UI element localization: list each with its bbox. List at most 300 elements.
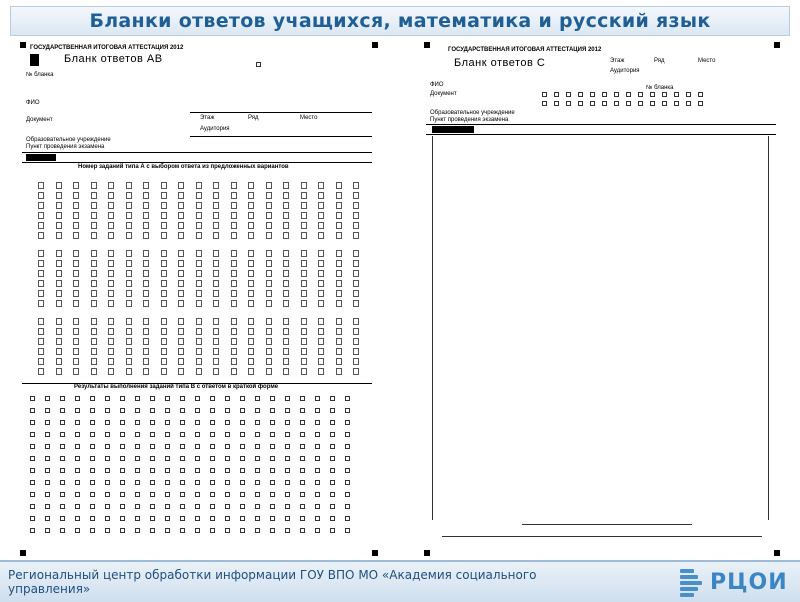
- corner-marker: [774, 550, 780, 556]
- answer-cell: [353, 222, 359, 229]
- answer-cell: [266, 338, 272, 345]
- answer-cell: [353, 212, 359, 219]
- answer-cell: [240, 456, 245, 461]
- answer-cell: [161, 290, 167, 297]
- answer-cell: [285, 396, 290, 401]
- answer-cell: [345, 504, 350, 509]
- answer-cell: [60, 528, 65, 533]
- answer-cell: [150, 504, 155, 509]
- answer-cell: [300, 456, 305, 461]
- answer-cell: [38, 222, 44, 229]
- answer-cell: [126, 222, 132, 229]
- answer-cell: [161, 202, 167, 209]
- answer-cell: [150, 420, 155, 425]
- answer-cell: [30, 444, 35, 449]
- document-label: Документ: [26, 117, 53, 123]
- answer-cell: [90, 504, 95, 509]
- answer-cell: [225, 456, 230, 461]
- answer-cell: [108, 328, 114, 335]
- answer-cell: [602, 101, 607, 106]
- answer-cell: [180, 432, 185, 437]
- answer-cell: [330, 504, 335, 509]
- answer-cell: [353, 232, 359, 239]
- seat-label: Место: [300, 115, 318, 121]
- answer-cell: [270, 420, 275, 425]
- answer-cell: [126, 192, 132, 199]
- answer-cell: [240, 444, 245, 449]
- answer-cell: [143, 280, 149, 287]
- corner-marker: [424, 42, 430, 48]
- part-b-header: Результаты выполнения заданий типа В с ответом в краткой форме: [74, 384, 279, 390]
- answer-cell: [266, 318, 272, 325]
- answer-cell: [283, 222, 289, 229]
- answer-cell: [301, 232, 307, 239]
- answer-cell: [45, 408, 50, 413]
- answer-cell: [90, 396, 95, 401]
- answer-cell: [45, 492, 50, 497]
- answer-cell: [213, 328, 219, 335]
- answer-cell: [225, 408, 230, 413]
- answer-cell: [283, 358, 289, 365]
- answer-cell: [240, 420, 245, 425]
- answer-cell: [143, 290, 149, 297]
- answer-cell: [30, 420, 35, 425]
- answer-cell: [126, 368, 132, 375]
- answer-cell: [126, 358, 132, 365]
- answer-cell: [178, 232, 184, 239]
- answer-cell: [150, 456, 155, 461]
- answer-cell: [73, 270, 79, 277]
- answer-cell: [38, 232, 44, 239]
- answer-cell: [213, 222, 219, 229]
- answer-cell: [180, 456, 185, 461]
- answer-cell: [318, 338, 324, 345]
- answer-cell: [60, 444, 65, 449]
- answer-cell: [143, 250, 149, 257]
- answer-cell: [135, 468, 140, 473]
- answer-cell: [105, 492, 110, 497]
- institution-label: Образовательное учреждение: [26, 137, 111, 143]
- answer-cell: [120, 516, 125, 521]
- answer-cell: [143, 202, 149, 209]
- answer-cell: [266, 328, 272, 335]
- answer-cell: [108, 260, 114, 267]
- answer-cell: [90, 516, 95, 521]
- answer-cell: [178, 212, 184, 219]
- answer-cell: [248, 260, 254, 267]
- answer-cell: [91, 338, 97, 345]
- answer-cell: [178, 290, 184, 297]
- answer-cell: [285, 528, 290, 533]
- answer-cell: [266, 358, 272, 365]
- answer-cell: [91, 250, 97, 257]
- answer-cell: [210, 504, 215, 509]
- answer-cell: [248, 290, 254, 297]
- answer-cell: [45, 504, 50, 509]
- answer-cell: [330, 516, 335, 521]
- answer-cell: [195, 444, 200, 449]
- answer-cell: [108, 338, 114, 345]
- form-header-caption: ГОСУДАРСТВЕННАЯ ИТОГОВАЯ АТТЕСТАЦИЯ 2012: [30, 45, 184, 51]
- answer-cell: [626, 92, 631, 97]
- answer-cell: [255, 420, 260, 425]
- answer-cell: [90, 420, 95, 425]
- answer-cell: [105, 504, 110, 509]
- corner-marker: [372, 550, 378, 556]
- answer-cell: [225, 516, 230, 521]
- answer-cell: [126, 318, 132, 325]
- answer-cell: [315, 420, 320, 425]
- answer-cell: [38, 270, 44, 277]
- answer-cell: [56, 192, 62, 199]
- answer-cell: [196, 328, 202, 335]
- answer-cell: [56, 232, 62, 239]
- answer-cell: [554, 92, 559, 97]
- answer-cell: [90, 492, 95, 497]
- answer-cell: [300, 504, 305, 509]
- answer-cell: [318, 212, 324, 219]
- answer-cell: [38, 250, 44, 257]
- answer-cell: [105, 396, 110, 401]
- answer-cell: [285, 408, 290, 413]
- answer-cell: [38, 318, 44, 325]
- answer-cell: [91, 182, 97, 189]
- answer-cell: [56, 202, 62, 209]
- answer-cell: [196, 212, 202, 219]
- answer-cell: [225, 396, 230, 401]
- answer-cell: [255, 468, 260, 473]
- answer-cell: [178, 250, 184, 257]
- answer-cell: [318, 300, 324, 307]
- answer-cell: [210, 528, 215, 533]
- answer-cell: [283, 368, 289, 375]
- answer-cell: [283, 338, 289, 345]
- answer-cell: [345, 468, 350, 473]
- answer-cell: [283, 212, 289, 219]
- answer-cell: [614, 101, 619, 106]
- answer-cell: [73, 212, 79, 219]
- answer-cell: [126, 300, 132, 307]
- answer-cell: [108, 182, 114, 189]
- answer-cell: [345, 516, 350, 521]
- answer-cell: [105, 480, 110, 485]
- answer-cell: [353, 260, 359, 267]
- answer-cell: [75, 456, 80, 461]
- answer-cell: [165, 504, 170, 509]
- answer-cell: [165, 420, 170, 425]
- answer-cell: [301, 222, 307, 229]
- answer-cell: [336, 338, 342, 345]
- answer-cell: [554, 101, 559, 106]
- answer-cell: [60, 468, 65, 473]
- answer-cell: [270, 444, 275, 449]
- answer-cell: [345, 528, 350, 533]
- answer-cell: [266, 250, 272, 257]
- answer-cell: [108, 270, 114, 277]
- answer-cell: [120, 432, 125, 437]
- answer-cell: [336, 202, 342, 209]
- answer-cell: [161, 280, 167, 287]
- corner-marker: [424, 550, 430, 556]
- answer-cell: [196, 202, 202, 209]
- answer-cell: [143, 358, 149, 365]
- answer-cell: [285, 444, 290, 449]
- answer-cell: [38, 280, 44, 287]
- answer-cell: [213, 338, 219, 345]
- answer-cell: [231, 270, 237, 277]
- answer-cell: [301, 328, 307, 335]
- auditorium-label: Аудитория: [200, 126, 230, 132]
- answer-cell: [196, 338, 202, 345]
- answer-cell: [105, 408, 110, 413]
- answer-cell: [135, 528, 140, 533]
- answer-cell: [240, 492, 245, 497]
- answer-cell: [318, 270, 324, 277]
- answer-cell: [283, 318, 289, 325]
- answer-cell: [60, 480, 65, 485]
- answer-cell: [108, 368, 114, 375]
- answer-cell: [336, 328, 342, 335]
- answer-cell: [161, 212, 167, 219]
- answer-cell: [248, 212, 254, 219]
- answer-cell: [38, 202, 44, 209]
- answer-cell: [73, 368, 79, 375]
- answer-cell: [336, 368, 342, 375]
- answer-cell: [178, 348, 184, 355]
- answer-cell: [353, 368, 359, 375]
- answer-cell: [698, 101, 703, 106]
- answer-cell: [180, 408, 185, 413]
- row-label: Ряд: [654, 58, 665, 64]
- answer-cell: [662, 92, 667, 97]
- answer-cell: [73, 290, 79, 297]
- answer-cell: [240, 480, 245, 485]
- answer-cell: [75, 408, 80, 413]
- answer-cell: [301, 212, 307, 219]
- answer-cell: [231, 280, 237, 287]
- answer-cell: [196, 250, 202, 257]
- answer-cell: [196, 260, 202, 267]
- answer-cell: [178, 260, 184, 267]
- answer-cell: [336, 348, 342, 355]
- answer-cell: [225, 444, 230, 449]
- answer-cell: [135, 492, 140, 497]
- form-title: Бланк ответов АВ: [64, 53, 163, 65]
- answer-cell: [120, 492, 125, 497]
- answer-cell: [301, 348, 307, 355]
- number-label: № бланка: [646, 85, 674, 91]
- answer-cell: [73, 202, 79, 209]
- answer-cell: [213, 232, 219, 239]
- answer-cell: [180, 504, 185, 509]
- answer-cell: [542, 101, 547, 106]
- answer-cell: [266, 232, 272, 239]
- answer-cell: [240, 396, 245, 401]
- answer-cell: [330, 432, 335, 437]
- answer-cell: [315, 408, 320, 413]
- row-label: Ряд: [248, 115, 259, 121]
- answer-cell: [231, 348, 237, 355]
- answer-cell: [315, 444, 320, 449]
- answer-cell: [126, 202, 132, 209]
- answer-cell: [248, 358, 254, 365]
- answer-cell: [315, 516, 320, 521]
- answer-cell: [135, 516, 140, 521]
- answer-cell: [210, 444, 215, 449]
- answer-cell: [301, 368, 307, 375]
- answer-cell: [213, 368, 219, 375]
- answer-cell: [150, 408, 155, 413]
- answer-cell: [180, 396, 185, 401]
- answer-cell: [135, 444, 140, 449]
- answer-cell: [301, 358, 307, 365]
- answer-cell: [248, 222, 254, 229]
- answer-cell: [213, 348, 219, 355]
- answer-cell: [285, 492, 290, 497]
- answer-cell: [301, 260, 307, 267]
- answer-cell: [301, 318, 307, 325]
- answer-cell: [353, 328, 359, 335]
- answer-cell: [56, 338, 62, 345]
- answer-cell: [73, 358, 79, 365]
- answer-cell: [73, 222, 79, 229]
- answer-cell: [336, 232, 342, 239]
- answer-cell: [196, 232, 202, 239]
- answer-cell: [213, 270, 219, 277]
- answer-cell: [91, 358, 97, 365]
- answer-cell: [161, 232, 167, 239]
- answer-cell: [231, 182, 237, 189]
- answer-cell: [353, 348, 359, 355]
- answer-cell: [178, 222, 184, 229]
- answer-cell: [161, 368, 167, 375]
- answer-cell: [161, 260, 167, 267]
- answer-cell: [56, 358, 62, 365]
- answer-cell: [240, 516, 245, 521]
- seat-label: Место: [698, 58, 716, 64]
- answer-cell: [266, 192, 272, 199]
- answer-cell: [270, 396, 275, 401]
- answer-cell: [38, 212, 44, 219]
- answer-cell: [90, 480, 95, 485]
- answer-cell: [75, 432, 80, 437]
- answer-cell: [231, 202, 237, 209]
- answer-cell: [213, 182, 219, 189]
- answer-cell: [266, 212, 272, 219]
- answer-cell: [270, 480, 275, 485]
- answer-cell: [180, 468, 185, 473]
- answer-cell: [161, 358, 167, 365]
- answer-cell: [91, 328, 97, 335]
- answer-cell: [225, 504, 230, 509]
- answer-cell: [143, 192, 149, 199]
- answer-cell: [178, 318, 184, 325]
- logo-text: РЦОИ: [710, 570, 788, 595]
- answer-cell: [196, 368, 202, 375]
- answer-cell: [120, 420, 125, 425]
- answer-cell: [231, 222, 237, 229]
- answer-cell: [178, 202, 184, 209]
- answer-cell: [161, 348, 167, 355]
- answer-cell: [318, 358, 324, 365]
- answer-cell: [120, 504, 125, 509]
- answer-cell: [231, 192, 237, 199]
- answer-cell: [30, 528, 35, 533]
- answer-cell: [336, 290, 342, 297]
- answer-cell: [330, 492, 335, 497]
- answer-cell: [315, 468, 320, 473]
- answer-cell: [178, 328, 184, 335]
- answer-cell: [30, 504, 35, 509]
- answer-cell: [73, 338, 79, 345]
- answer-cell: [353, 338, 359, 345]
- answer-cell: [196, 358, 202, 365]
- answer-cell: [196, 222, 202, 229]
- answer-cell: [73, 250, 79, 257]
- answer-cell: [143, 232, 149, 239]
- answer-cell: [91, 192, 97, 199]
- answer-cell: [56, 270, 62, 277]
- answer-cell: [318, 232, 324, 239]
- answer-cell: [105, 456, 110, 461]
- answer-cell: [91, 260, 97, 267]
- answer-cell: [283, 232, 289, 239]
- answer-cell: [161, 270, 167, 277]
- answer-cell: [56, 368, 62, 375]
- answer-cell: [38, 338, 44, 345]
- answer-cell: [336, 250, 342, 257]
- answer-cell: [161, 250, 167, 257]
- answer-cell: [330, 444, 335, 449]
- answer-cell: [301, 250, 307, 257]
- answer-cell: [180, 480, 185, 485]
- answer-cell: [38, 348, 44, 355]
- answer-cell: [315, 456, 320, 461]
- answer-cell: [213, 280, 219, 287]
- answer-cell: [150, 480, 155, 485]
- answer-cell: [60, 396, 65, 401]
- answer-cell: [178, 338, 184, 345]
- answer-cell: [270, 492, 275, 497]
- answer-cell: [73, 182, 79, 189]
- answer-cell: [126, 338, 132, 345]
- answer-cell: [248, 182, 254, 189]
- answer-cell: [73, 300, 79, 307]
- answer-cell: [231, 300, 237, 307]
- answer-cell: [73, 348, 79, 355]
- fio-label: ФИО: [430, 82, 444, 88]
- answer-cell: [45, 444, 50, 449]
- answer-cell: [270, 468, 275, 473]
- answer-cell: [90, 444, 95, 449]
- answer-cell: [210, 432, 215, 437]
- answer-cell: [30, 480, 35, 485]
- answer-cell: [30, 468, 35, 473]
- answer-cell: [120, 468, 125, 473]
- answer-cell: [178, 280, 184, 287]
- answer-cell: [270, 432, 275, 437]
- answer-cell: [255, 480, 260, 485]
- answer-cell: [161, 338, 167, 345]
- answer-cell: [126, 290, 132, 297]
- answer-cell: [60, 420, 65, 425]
- answer-cell: [301, 300, 307, 307]
- answer-cell: [210, 492, 215, 497]
- answer-cell: [91, 368, 97, 375]
- answer-cell: [336, 192, 342, 199]
- answer-cell: [315, 504, 320, 509]
- answer-cell: [56, 182, 62, 189]
